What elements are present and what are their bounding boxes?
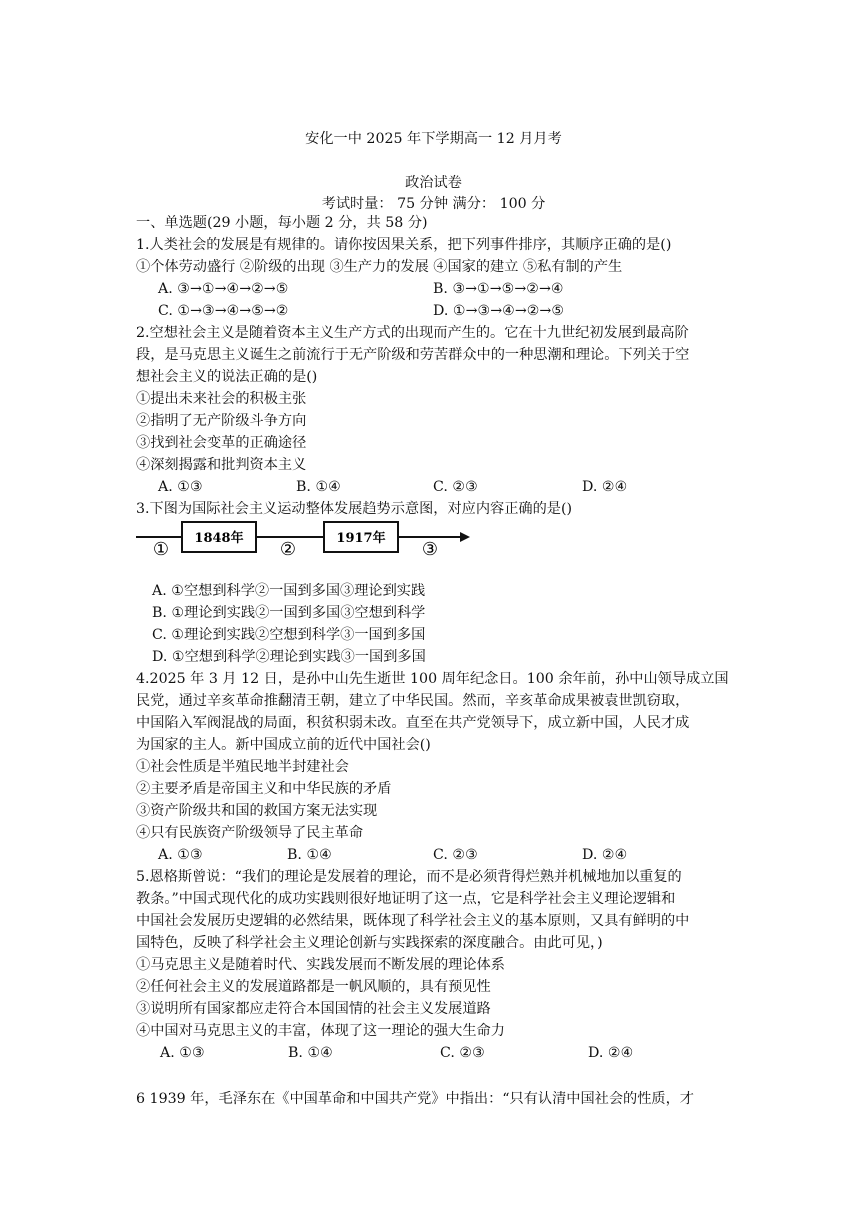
option-a: A. ①③ bbox=[160, 1045, 205, 1061]
stage-marker-1: ① bbox=[152, 539, 170, 560]
option-c: C. ②③ bbox=[440, 1045, 485, 1061]
year-label-1917: 1917年 bbox=[336, 531, 386, 546]
question-stem: 段，是马克思主义诞生之前流行于无产阶级和劳苦群众中的一种思潮和理论。下列关于空 bbox=[136, 347, 690, 363]
stage-marker-3: ③ bbox=[421, 539, 439, 560]
socialism-trend-diagram bbox=[136, 516, 476, 566]
statement-2: ②任何社会主义的发展道路都是一帆风顺的，具有预见性 bbox=[136, 979, 491, 995]
statement-1: ①马克思主义是随着时代、实践发展而不断发展的理论体系 bbox=[136, 957, 505, 973]
timeline-arrowhead bbox=[460, 532, 470, 542]
statement-3: ③资产阶级共和国的救国方案无法实现 bbox=[136, 803, 378, 819]
statement-4: ④深刻揭露和批判资本主义 bbox=[136, 457, 307, 473]
option-c: C. ②③ bbox=[433, 479, 478, 495]
option-a: A. ①③ bbox=[158, 847, 203, 863]
option-d: D. ①→③→④→②→⑤ bbox=[433, 303, 565, 319]
year-label-1848: 1848年 bbox=[194, 531, 244, 546]
section-heading: 一、单选题(29 小题，每小题 2 分，共 58 分) bbox=[136, 215, 428, 231]
stage-marker-2: ② bbox=[279, 539, 297, 560]
statement-3: ③说明所有国家都应走符合本国国情的社会主义发展道路 bbox=[136, 1001, 491, 1017]
statement-1: ①社会性质是半殖民地半封建社会 bbox=[136, 759, 349, 775]
question-stem: 3.下图为国际社会主义运动整体发展趋势示意图，对应内容正确的是() bbox=[136, 501, 573, 517]
option-a: A. ①空想到科学②一国到多国③理论到实践 bbox=[152, 583, 426, 599]
question-stem: 4.2025 年 3 月 12 日，是孙中山先生逝世 100 周年纪念日。100 余年前，孙中山领导成立国 bbox=[136, 671, 729, 687]
question-stem: 6 1939 年，毛泽东在《中国革命和中国共产党》中指出：“只有认清中国社会的性质，才 bbox=[136, 1091, 694, 1107]
statement-2: ②主要矛盾是帝国主义和中华民族的矛盾 bbox=[136, 781, 392, 797]
subject-title: 政治试卷 bbox=[405, 175, 462, 191]
option-d: D. ②④ bbox=[588, 1045, 634, 1061]
option-d: D. ②④ bbox=[582, 479, 628, 495]
option-c: C. ②③ bbox=[433, 847, 478, 863]
statement-2: ②指明了无产阶级斗争方向 bbox=[136, 413, 307, 429]
option-c: C. ①→③→④→⑤→② bbox=[158, 303, 289, 319]
question-stem: 2.空想社会主义是随着资本主义生产方式的出现而产生的。它在十九世纪初发展到最高阶 bbox=[136, 325, 689, 341]
option-b: B. ①④ bbox=[287, 847, 332, 863]
question-stem: 中国陷入军阀混战的局面，积贫积弱未改。直至在共产党领导下，成立新中国，人民才成 bbox=[136, 715, 690, 731]
option-d: D. ①空想到科学②理论到实践③一国到多国 bbox=[152, 649, 426, 665]
option-b: B. ①④ bbox=[296, 479, 341, 495]
question-stem: 民党，通过辛亥革命推翻清王朝，建立了中华民国。然而，辛亥革命成果被袁世凯窃取， bbox=[136, 693, 690, 709]
statement-4: ④中国对马克思主义的丰富，体现了这一理论的强大生命力 bbox=[136, 1023, 505, 1039]
option-d: D. ②④ bbox=[582, 847, 628, 863]
option-b: B. ③→①→⑤→②→④ bbox=[433, 281, 564, 297]
question-stem: 为国家的主人。新中国成立前的近代中国社会() bbox=[136, 737, 431, 753]
exam-info: 考试时量： 75 分钟 满分： 100 分 bbox=[321, 196, 546, 212]
option-b: B. ①④ bbox=[288, 1045, 333, 1061]
exam-title: 安化一中 2025 年下学期高一 12 月月考 bbox=[305, 131, 562, 147]
question-stem: 中国社会发展历史逻辑的必然结果，既体现了科学社会主义的基本原则，又具有鲜明的中 bbox=[136, 913, 690, 929]
statement-1: ①提出未来社会的积极主张 bbox=[136, 391, 307, 407]
statement-4: ④只有民族资产阶级领导了民主革命 bbox=[136, 825, 364, 841]
option-a: A. ①③ bbox=[158, 479, 203, 495]
option-b: B. ①理论到实践②一国到多国③空想到科学 bbox=[152, 605, 426, 621]
question-stem: 教条。”中国式现代化的成功实践则很好地证明了这一点，它是科学社会主义理论逻辑和 bbox=[136, 891, 676, 907]
question-stem: 国特色，反映了科学社会主义理论创新与实践探索的深度融合。由此可见，) bbox=[136, 935, 603, 951]
option-c: C. ①理论到实践②空想到科学③一国到多国 bbox=[152, 627, 426, 643]
question-stem: 5.恩格斯曾说：“我们的理论是发展着的理论，而不是必须背得烂熟并机械地加以重复的 bbox=[136, 869, 682, 885]
question-stem: 1.人类社会的发展是有规律的。请你按因果关系，把下列事件排序，其顺序正确的是() bbox=[136, 237, 672, 253]
question-items: ①个体劳动盛行 ②阶级的出现 ③生产力的发展 ④国家的建立 ⑤私有制的产生 bbox=[136, 259, 623, 275]
question-stem: 想社会主义的说法正确的是() bbox=[136, 369, 318, 385]
option-a: A. ③→①→④→②→⑤ bbox=[158, 281, 289, 297]
statement-3: ③找到社会变革的正确途径 bbox=[136, 435, 307, 451]
